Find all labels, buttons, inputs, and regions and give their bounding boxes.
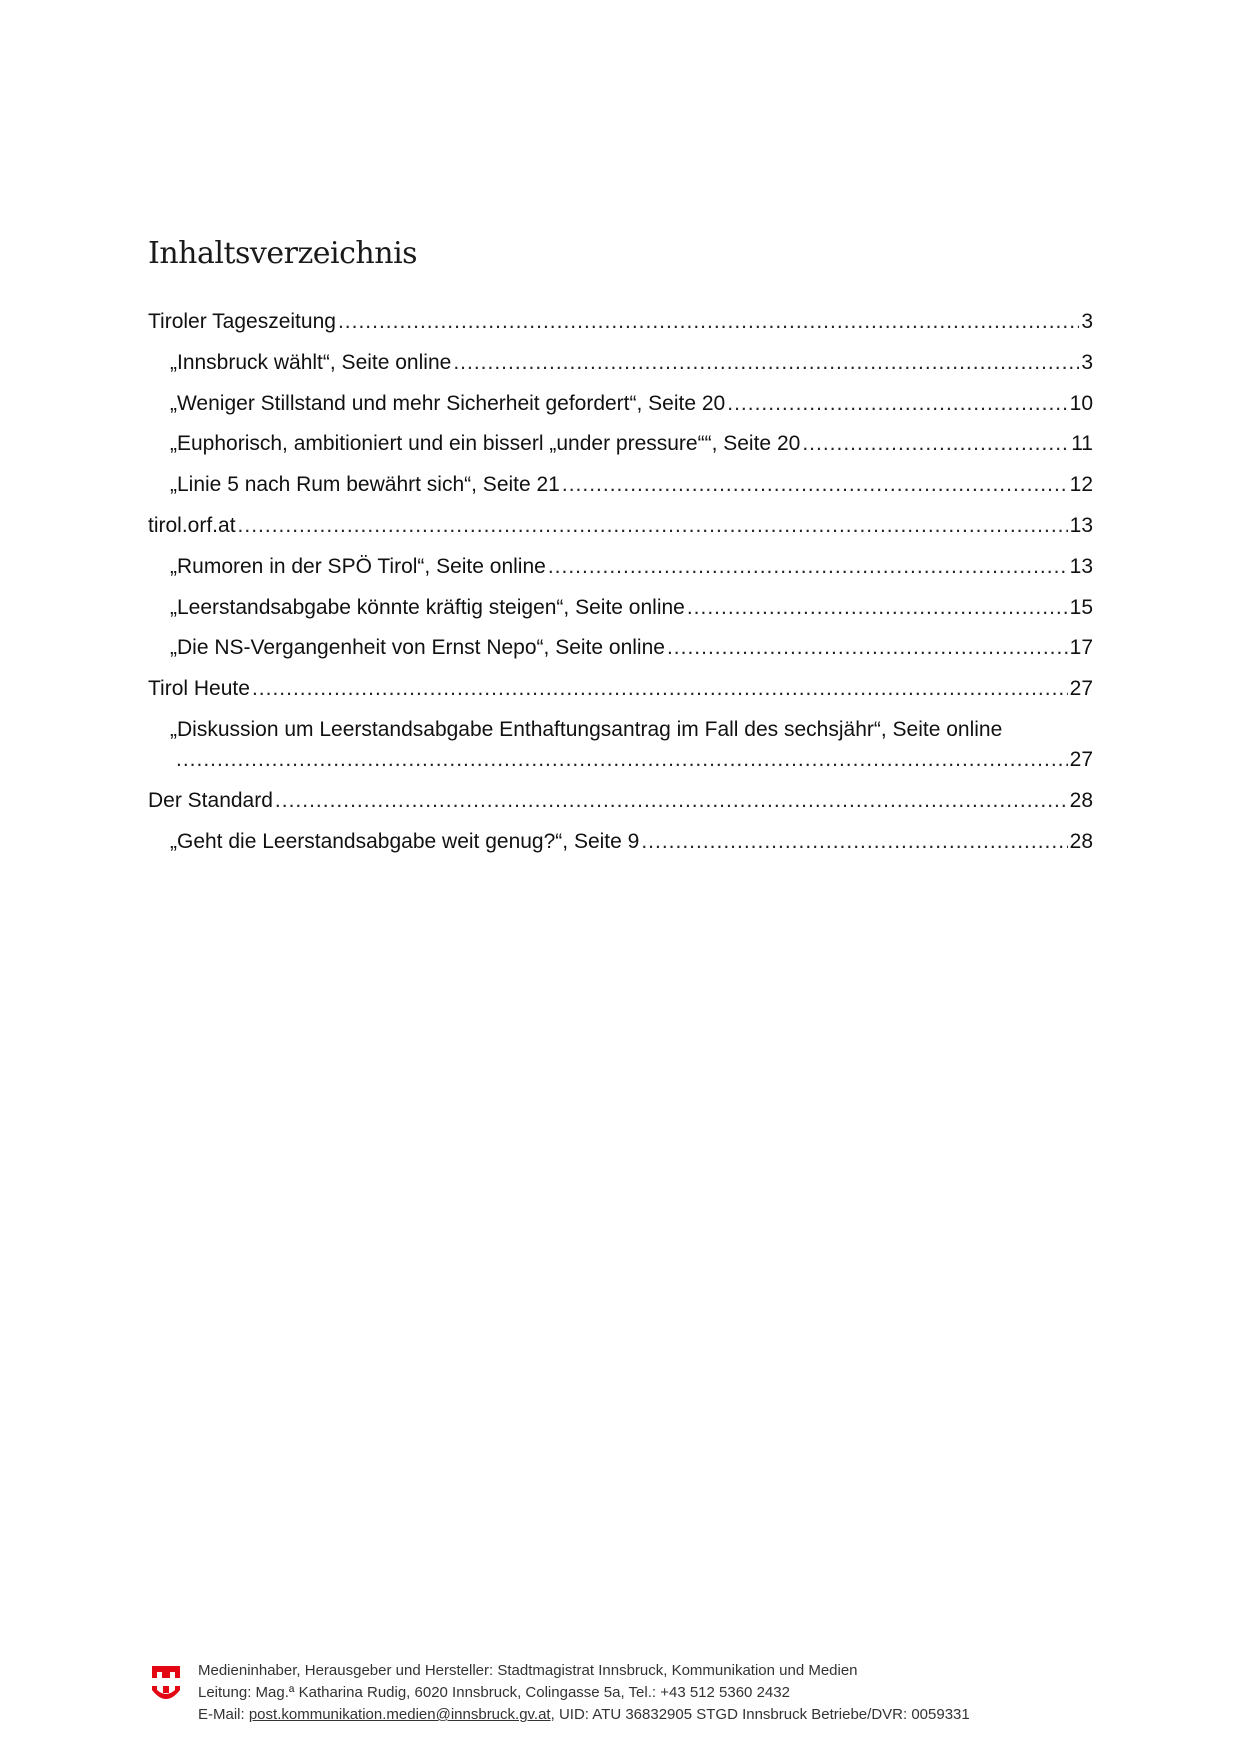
dot-leader (176, 745, 1068, 775)
toc-label: „Rumoren in der SPÖ Tirol“, Seite online (170, 554, 546, 578)
footer-contact: Leitung: Mag.ª Katharina Rudig, 6020 Innsbruck, Colingasse 5a, Tel.: +43 512 5360 2432 (198, 1684, 790, 1701)
dot-leader (727, 389, 1067, 419)
toc-page: 28 (1069, 788, 1093, 812)
toc-page: 13 (1069, 513, 1093, 537)
toc-entry[interactable] (148, 389, 1093, 430)
toc-entry[interactable] (148, 307, 1093, 348)
innsbruck-logo-icon (150, 1664, 182, 1704)
footer-publisher: Medieninhaber, Herausgeber und Hersteller: Stadtmagistrat Innsbruck, Kommunikation und Medien (198, 1662, 858, 1679)
toc-entry[interactable] (148, 470, 1093, 511)
dot-leader (548, 552, 1068, 582)
toc-label: „Die NS-Vergangenheit von Ernst Nepo“, Seite online (170, 636, 665, 660)
table-of-contents (148, 307, 1093, 867)
dot-leader (275, 786, 1068, 816)
toc-label: „Weniger Stillstand und mehr Sicherheit gefordert“, Seite 20 (170, 391, 726, 415)
dot-leader (641, 827, 1067, 857)
dot-leader (562, 470, 1068, 500)
toc-entry[interactable] (148, 593, 1093, 634)
dot-leader (338, 307, 1079, 337)
page-title: Inhaltsverzeichnis (148, 236, 418, 271)
toc-entry[interactable] (148, 633, 1093, 674)
dot-leader (802, 429, 1069, 459)
toc-page: 12 (1069, 473, 1093, 497)
toc-page: 28 (1069, 829, 1093, 853)
toc-entry[interactable] (148, 348, 1093, 389)
dot-leader (667, 633, 1068, 663)
toc-label: Tiroler Tageszeitung (148, 310, 336, 333)
toc-entry[interactable] (148, 552, 1093, 593)
toc-label: tirol.orf.at (148, 513, 236, 537)
toc-label: „Leerstandsabgabe könnte kräftig steigen“, Seite online (170, 595, 685, 619)
toc-page: 17 (1069, 636, 1093, 660)
toc-page: 3 (1081, 350, 1093, 374)
toc-entry[interactable] (148, 511, 1093, 552)
dot-leader (687, 593, 1068, 623)
toc-entry[interactable] (148, 786, 1093, 827)
toc-page: 10 (1069, 391, 1093, 415)
footer-email-line: E-Mail: post.kommunikation.medien@innsbruck.gv.at, UID: ATU 36832905 STGD Innsbruck Betriebe/DVR: 0059331 (198, 1706, 970, 1723)
toc-page: 3 (1081, 310, 1093, 333)
toc-entry[interactable] (148, 429, 1093, 470)
toc-entry-wrapped[interactable] (148, 715, 1093, 786)
toc-label: „Diskussion um Leerstandsabgabe Enthaftungsantrag im Fall des sechsjähr“, Seite online (170, 717, 1003, 741)
dot-leader (252, 674, 1068, 704)
toc-label: Tirol Heute (148, 677, 250, 701)
toc-page: 27 (1069, 747, 1093, 771)
footer (150, 1660, 970, 1726)
toc-label: „Linie 5 nach Rum bewährt sich“, Seite 21 (170, 473, 560, 497)
toc-page: 13 (1069, 554, 1093, 578)
toc-label: „Geht die Leerstandsabgabe weit genug?“, Seite 9 (170, 829, 640, 853)
dot-leader (238, 511, 1068, 541)
toc-page: 27 (1069, 677, 1093, 701)
toc-page: 15 (1069, 595, 1093, 619)
email-link[interactable]: post.kommunikation.medien@innsbruck.gv.at (248, 1706, 551, 1723)
toc-entry[interactable] (148, 827, 1093, 868)
toc-label: „Innsbruck wählt“, Seite online (170, 350, 452, 374)
dot-leader (453, 348, 1079, 378)
toc-entry[interactable] (148, 674, 1093, 715)
toc-page: 11 (1071, 432, 1093, 456)
toc-label: „Euphorisch, ambitioniert und ein bisserl „under pressure““, Seite 20 (170, 432, 801, 456)
toc-label: Der Standard (148, 788, 273, 812)
